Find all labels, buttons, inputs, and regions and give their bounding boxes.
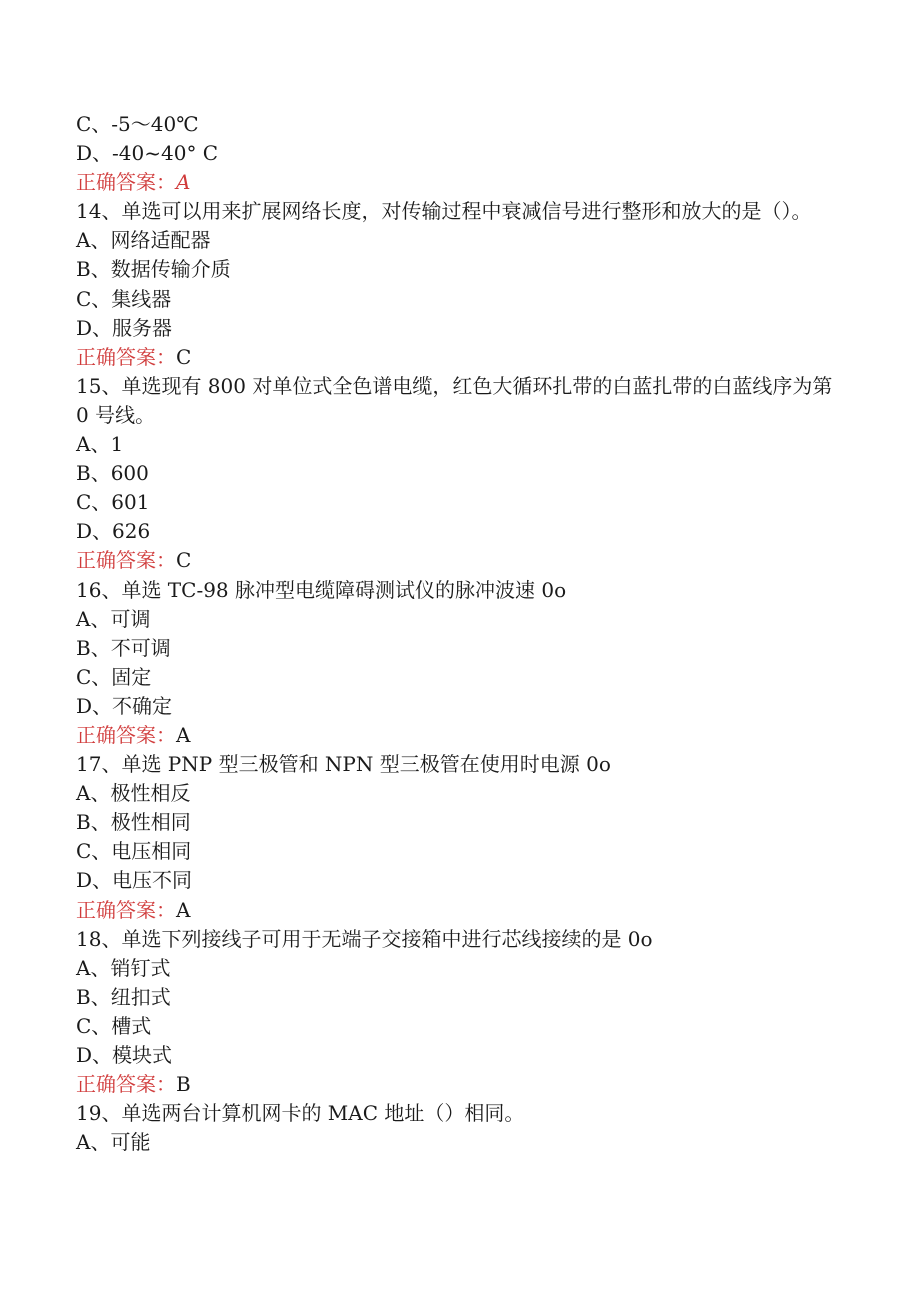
option-text: A、销钉式 (76, 955, 171, 980)
option-text: D、不确定 (76, 693, 173, 718)
option-text: D、服务器 (76, 315, 173, 340)
answer-value: A (176, 897, 191, 922)
option-text: D、模块式 (76, 1043, 173, 1067)
answer-line (76, 721, 836, 750)
option-text: B、纽扣式 (76, 984, 171, 1009)
question-list (76, 110, 836, 1157)
answer-label: 正确答案： (76, 897, 176, 922)
option-text: D、电压不同 (76, 868, 193, 893)
answer-line (76, 1070, 836, 1099)
answer-label: 正确答案： (76, 722, 176, 747)
question-text: 19、单选两台计算机网卡的 MAC 地址（）相同。 (76, 1101, 525, 1126)
option-text: A、可调 (76, 606, 151, 631)
answer-label: 正确答案： (76, 548, 176, 573)
option-text: C、集线器 (76, 286, 172, 311)
option-text: B、数据传输介质 (76, 257, 231, 282)
option-text: B、不可调 (76, 635, 171, 660)
answer-value: C (176, 344, 192, 369)
option-text: A、1 (76, 432, 124, 457)
question-text: 14、单选可以用来扩展网络长度，对传输过程中衰减信号进行整形和放大的是（）。 (76, 199, 812, 224)
answer-value: A (176, 722, 191, 747)
question-text: 15、单选现有 800 对单位式全色谱电缆，红色大循环扎带的白蓝扎带的白蓝线序为第 0 号线。 (76, 373, 833, 427)
option-text: A、极性相反 (76, 781, 191, 806)
option-text: C、槽式 (76, 1013, 152, 1038)
option-text: A、可能 (76, 1130, 151, 1155)
question-text: 17、单选 PNP 型三极管和 NPN 型三极管在使用时电源 0o (76, 752, 611, 777)
question-text: 18、单选下列接线子可用于无端子交接箱中进行芯线接续的是 0o (76, 926, 653, 951)
answer-line (76, 168, 836, 197)
answer-label: 正确答案： (76, 170, 176, 195)
option-text: D、-40~40° C (76, 141, 219, 166)
option-text: C、-5～40℃ (76, 112, 199, 136)
option-text: C、电压相同 (76, 839, 192, 864)
answer-value: C (176, 548, 192, 573)
question-text: 16、单选 TC-98 脉冲型电缆障碍测试仪的脉冲波速 0o (76, 577, 567, 602)
answer-value: A (176, 170, 191, 195)
option-text: B、600 (76, 461, 149, 486)
answer-line (76, 896, 836, 925)
option-text: B、极性相同 (76, 810, 191, 835)
option-text: A、网络适配器 (76, 228, 211, 253)
answer-label: 正确答案： (76, 344, 176, 369)
option-text: C、固定 (76, 664, 152, 689)
answer-label: 正确答案： (76, 1072, 176, 1097)
answer-value: B (176, 1072, 191, 1097)
option-text: D、626 (76, 519, 151, 544)
answer-line (76, 546, 836, 575)
option-text: C、601 (76, 490, 150, 515)
answer-line (76, 343, 836, 372)
